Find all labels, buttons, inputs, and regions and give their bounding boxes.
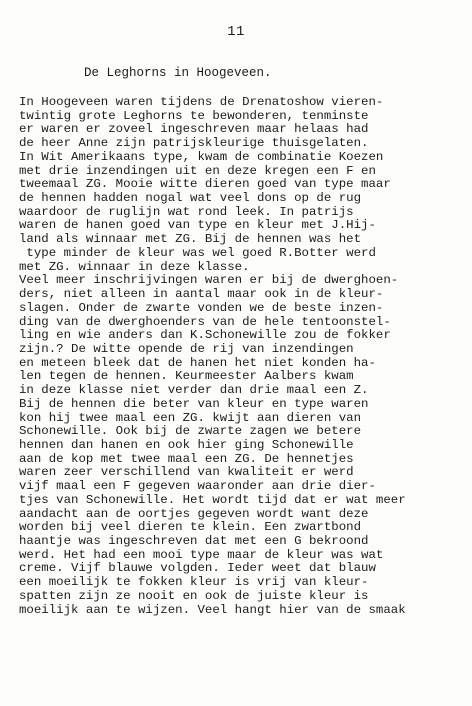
text-line: waren de hanen goed van type en kleur met J.Hij-	[19, 219, 376, 233]
text-line: Veel meer inschrijvingen waren er bij de dwerghoen-	[19, 274, 399, 288]
text-line: aandacht aan de oortjes gegeven wordt want deze	[19, 507, 369, 521]
text-line: twintig grote Leghorns te bewonderen, tenminste	[19, 109, 369, 123]
text-line: met ZG. winnaar in deze klasse.	[19, 260, 250, 274]
text-line: de heer Anne zijn patrijskleurige thuisgelaten.	[19, 137, 369, 151]
text-line: Schonewille. Ook bij de zwarte zagen we betere	[19, 425, 362, 439]
text-line: in deze klasse niet verder dan drie maal een Z.	[19, 384, 369, 398]
text-line: tjes van Schonewille. Het wordt tijd dat er wat meer	[19, 493, 406, 507]
article-body	[19, 96, 459, 617]
text-line: de hennen hadden nogal wat veel dons op de rug	[19, 192, 362, 206]
text-line: type minder de kleur was wel goed R.Botter werd	[19, 246, 376, 260]
text-line: kon hij twee maal een ZG. kwijt aan dieren van	[19, 411, 362, 425]
article-title: De Leghorns in Hoogeveen.	[84, 66, 272, 80]
text-line: haantje was ingeschreven dat met een G bekroond	[19, 535, 369, 548]
page-number: 11	[227, 24, 245, 40]
text-line: ding van de dwerghoenders van de hele tentoonstel-	[19, 315, 391, 329]
text-line: len tegen de hennen. Keurmeester Aalbers kwam	[19, 370, 354, 384]
text-line: aan de kop met twee maal een ZG. De hennetjes	[19, 452, 354, 466]
text-line: In Wit Amerikaans type, kwam de combinatie Koezen	[19, 150, 384, 164]
text-line: vijf maal een F gegeven waaronder aan drie dier-	[19, 480, 376, 494]
text-line: moeilijk aan te wijzen. Veel hangt hier van de smaak	[19, 603, 406, 617]
text-line: hennen dan hanen en ook hier ging Schonewille	[19, 438, 354, 452]
text-line: In Hoogeveen waren tijdens de Drenatoshow vieren-	[19, 96, 384, 109]
text-line: een moeilijk te fokken kleur is vrij van kleur-	[19, 576, 369, 590]
text-line: en meteen bleek dat de hanen het niet konden ha-	[19, 356, 376, 370]
text-line: creme. Vijf blauwe volgden. Ieder weet dat blauw	[19, 562, 376, 576]
text-line: waren zeer verschillend van kwaliteit er werd	[19, 466, 354, 480]
text-line: slagen. Onder de zwarte vonden we de beste inzen-	[19, 301, 384, 315]
text-line: er waren er zoveel ingeschreven maar helaas had	[19, 123, 369, 137]
text-line: worden bij veel dieren te klein. Een zwartbond	[19, 521, 362, 535]
text-line: werd. Het had een mooi type maar de kleur was wat	[19, 548, 384, 562]
text-line: tweemaal ZG. Mooie witte dieren goed van type maar	[19, 178, 391, 192]
text-line: met drie inzendingen uit en deze kregen een F en	[19, 164, 376, 178]
text-line: ders, niet alleen in aantal maar ook in de kleur-	[19, 288, 384, 302]
text-line: ling en wie anders dan K.Schonewille zou de fokker	[19, 329, 391, 343]
text-line: land als winnaar met ZG. Bij de hennen was het	[19, 233, 362, 247]
text-line: zijn.? De witte opende de rij van inzendingen	[19, 342, 354, 356]
text-line: Bij de hennen die beter van kleur en type waren	[19, 397, 369, 411]
text-line: spatten zijn ze nooit en ook de juiste kleur is	[19, 589, 369, 603]
text-line: waardoor de ruglijn wat rond leek. In patrijs	[19, 205, 354, 219]
